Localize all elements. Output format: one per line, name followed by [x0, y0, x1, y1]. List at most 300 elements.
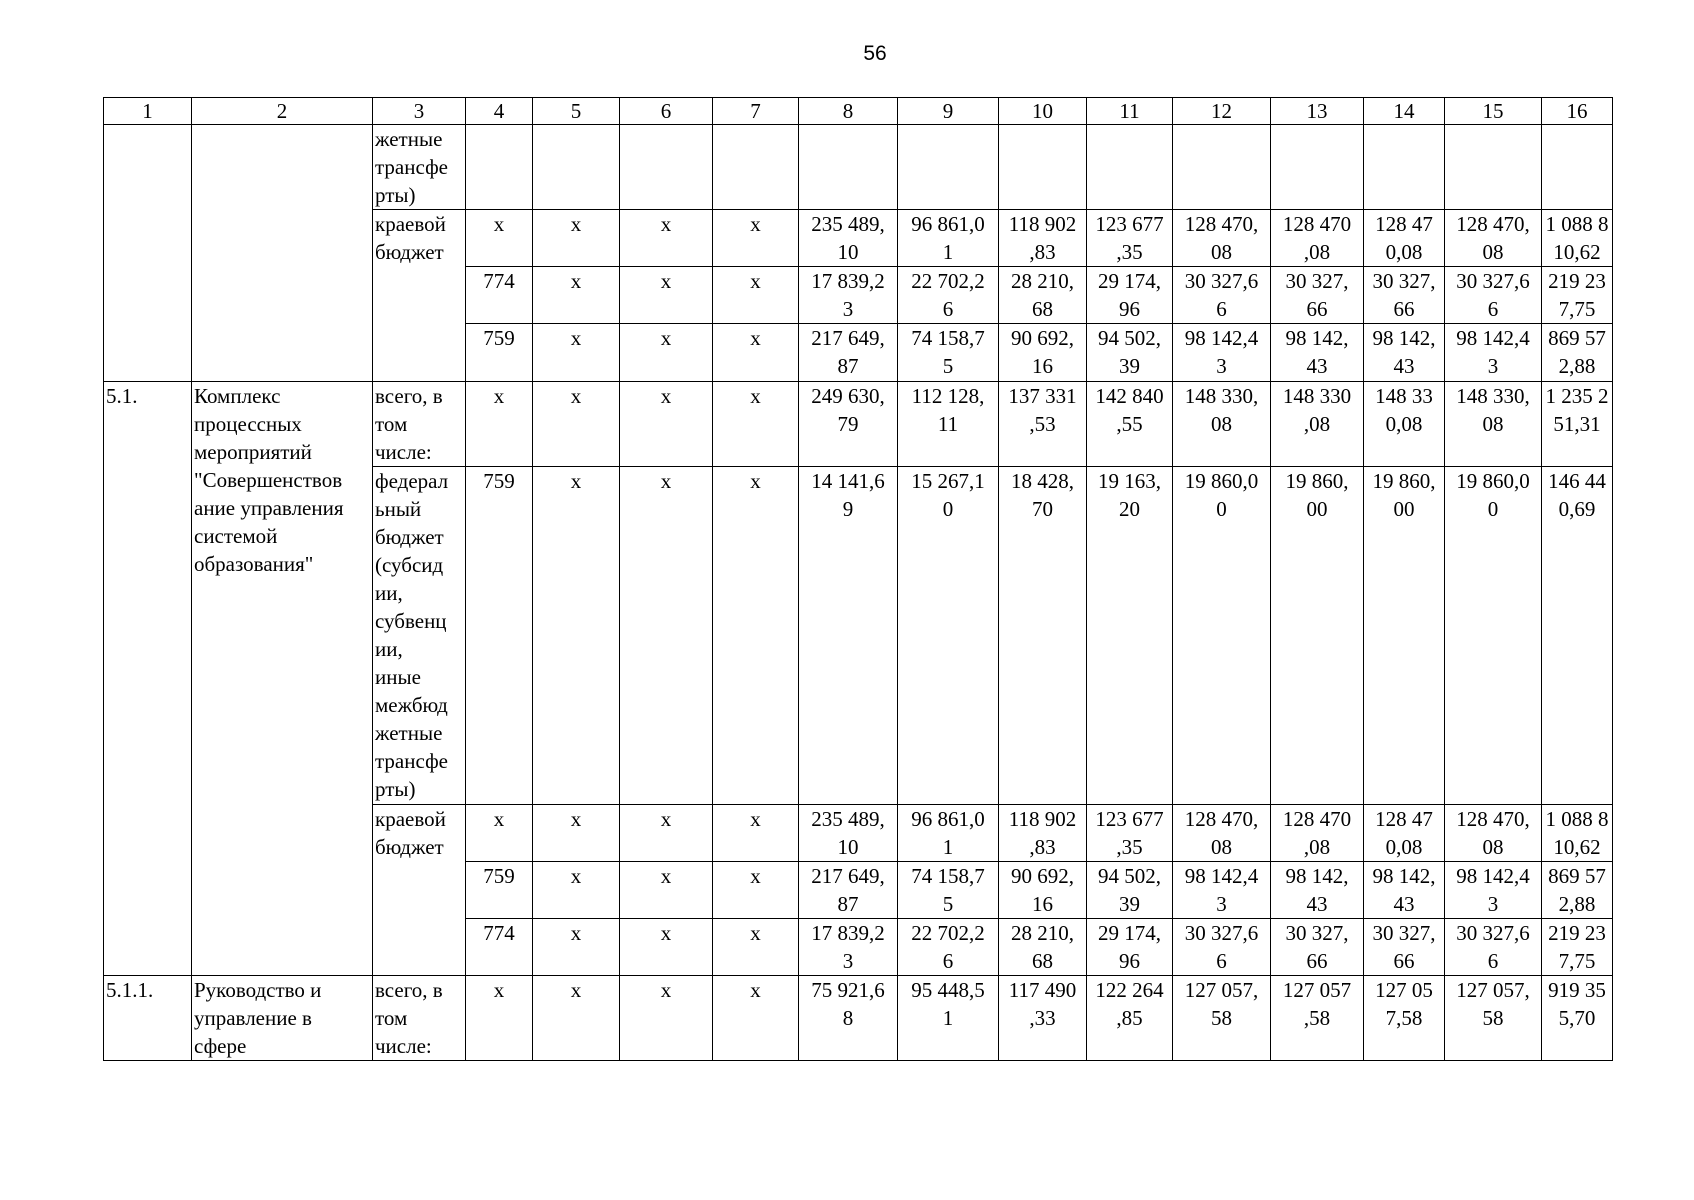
cell-text-line: 98 142,4	[1456, 864, 1530, 888]
table-cell: 5.1.	[104, 382, 192, 976]
table-cell	[1364, 976, 1445, 1061]
table-cell	[1542, 805, 1613, 862]
cell-text-line: 919 35	[1548, 978, 1606, 1002]
table-cell	[898, 210, 999, 267]
cell-text-line: числе:	[375, 440, 432, 464]
table-cell	[799, 382, 898, 467]
table-cell	[1542, 267, 1613, 324]
cell-text-line: 2,88	[1558, 354, 1596, 378]
table-cell: х	[533, 324, 620, 382]
cell-text-line: 98 142,4	[1184, 864, 1259, 888]
cell-text-line: 1 235 2	[1545, 384, 1609, 408]
cell-text-line: 117 490	[1008, 978, 1077, 1002]
cell-text-line: 28 210,	[1011, 921, 1074, 945]
cell-text-line: 30 327,	[1285, 269, 1349, 293]
cell-text-line: жетные	[375, 721, 443, 745]
cell-text-line: ,55	[1116, 412, 1143, 436]
cell-text-line: 128 47	[1375, 807, 1433, 831]
table-cell	[1271, 210, 1364, 267]
table-cell: х	[713, 919, 799, 976]
table-cell	[999, 267, 1087, 324]
cell-text-line: 96	[1119, 297, 1140, 321]
cell-text-line: бюджет	[375, 835, 444, 859]
table-cell	[1271, 125, 1364, 210]
table-cell: х	[466, 805, 533, 862]
cell-text-line: том	[375, 1006, 408, 1030]
table-cell	[1173, 862, 1271, 919]
table-cell: х	[466, 976, 533, 1061]
cell-text-line: 6	[942, 297, 954, 321]
cell-text-line: 10,62	[1553, 835, 1601, 859]
cell-text-line: ,08	[1303, 835, 1331, 859]
cell-text-line: ии,	[375, 581, 403, 605]
table-cell	[799, 862, 898, 919]
cell-text-line: 08	[1211, 412, 1232, 436]
cell-text-line: бюджет	[375, 240, 444, 264]
table-cell	[373, 805, 466, 976]
cell-text-line: ,35	[1116, 240, 1143, 264]
cell-text-line: 142 840	[1095, 384, 1164, 408]
cell-text-line: 30 327,	[1285, 921, 1349, 945]
cell-text-line: 3	[1216, 354, 1227, 378]
cell-text-line: 235 489,	[811, 807, 885, 831]
table-cell	[1271, 267, 1364, 324]
table-cell: х	[620, 382, 713, 467]
column-header: 9	[898, 98, 999, 125]
table-cell: 774	[466, 267, 533, 324]
cell-text-line: 66	[1393, 949, 1415, 973]
table-cell: х	[713, 976, 799, 1061]
cell-text-line: 217 649,	[811, 864, 885, 888]
column-header: 14	[1364, 98, 1445, 125]
cell-text-line: том	[375, 412, 408, 436]
table-cell: 759	[466, 324, 533, 382]
table-cell	[192, 976, 373, 1061]
table-cell	[1364, 125, 1445, 210]
cell-text-line: 0	[1487, 497, 1499, 521]
cell-text-line: ,33	[1029, 1006, 1056, 1030]
column-header: 3	[373, 98, 466, 125]
cell-text-line: 29 174,	[1098, 921, 1161, 945]
cell-text-line: 6	[1216, 949, 1227, 973]
column-header: 8	[799, 98, 898, 125]
cell-text-line: 30 327,	[1372, 921, 1436, 945]
cell-text-line: 98 142,4	[1184, 326, 1259, 350]
cell-text-line: 22 702,2	[911, 921, 985, 945]
table-cell	[1542, 976, 1613, 1061]
table-cell	[1173, 805, 1271, 862]
cell-text-line: 10	[837, 835, 859, 859]
cell-text-line: всего, в	[375, 978, 443, 1002]
cell-text-line: 128 470,	[1184, 212, 1259, 236]
cell-text-line: 123 677	[1095, 212, 1164, 236]
cell-text-line: ,58	[1303, 1006, 1331, 1030]
table-row	[104, 976, 1613, 1061]
cell-text-line: жетные	[375, 127, 443, 151]
table-cell	[466, 125, 533, 210]
table-cell	[898, 267, 999, 324]
cell-text-line: 66	[1306, 949, 1328, 973]
table-cell	[1173, 467, 1271, 805]
table-cell	[1271, 324, 1364, 382]
column-header: 15	[1445, 98, 1542, 125]
table-cell	[898, 467, 999, 805]
table-cell	[373, 976, 466, 1061]
cell-text-line: 6	[942, 949, 954, 973]
cell-text-line: "Совершенствов	[194, 468, 343, 492]
cell-text-line: 96	[1119, 949, 1140, 973]
cell-text-line: мероприятий	[194, 440, 312, 464]
table-cell	[1087, 125, 1173, 210]
table-cell	[799, 267, 898, 324]
cell-text-line: 123 677	[1095, 807, 1164, 831]
cell-text-line: 128 470	[1282, 807, 1352, 831]
cell-text-line: 2,88	[1558, 892, 1596, 916]
table-cell	[1087, 210, 1173, 267]
cell-text-line: 20	[1119, 497, 1140, 521]
cell-text-line: 235 489,	[811, 212, 885, 236]
cell-text-line: 6	[1487, 949, 1499, 973]
cell-text-line: 58	[1482, 1006, 1504, 1030]
cell-text-line: 39	[1119, 354, 1140, 378]
cell-text-line: 98 142,4	[1456, 326, 1530, 350]
cell-text-line: трансфе	[375, 749, 448, 773]
table-cell	[1087, 382, 1173, 467]
table-cell	[898, 125, 999, 210]
table-cell	[898, 324, 999, 382]
table-cell	[1445, 467, 1542, 805]
cell-text-line: 249 630,	[811, 384, 885, 408]
table-cell	[1087, 267, 1173, 324]
cell-text-line: 3	[842, 949, 854, 973]
table-cell	[1271, 805, 1364, 862]
cell-text-line: ,53	[1029, 412, 1056, 436]
table-cell	[1364, 919, 1445, 976]
cell-text-line: 1 088 8	[1545, 807, 1609, 831]
table-cell: х	[620, 210, 713, 267]
cell-text-line: 122 264	[1095, 978, 1164, 1002]
table-cell	[799, 919, 898, 976]
cell-text-line: 127 05	[1375, 978, 1433, 1002]
cell-text-line: 14 141,6	[811, 469, 885, 493]
cell-text-line: краевой	[375, 807, 446, 831]
cell-text-line: 146 44	[1548, 469, 1606, 493]
cell-text-line: 43	[1306, 892, 1328, 916]
cell-text-line: 127 057	[1282, 978, 1352, 1002]
table-row	[104, 125, 1613, 210]
header-row	[104, 98, 1613, 125]
cell-text-line: 16	[1032, 354, 1053, 378]
table-cell: х	[713, 324, 799, 382]
cell-text-line: 7,75	[1558, 297, 1596, 321]
table-cell	[1445, 267, 1542, 324]
cell-text-line: 128 470,	[1456, 212, 1530, 236]
cell-text-line: 148 330,	[1184, 384, 1259, 408]
cell-text-line: 29 174,	[1098, 269, 1161, 293]
cell-text-line: 66	[1306, 297, 1328, 321]
table-cell: х	[713, 210, 799, 267]
table-cell	[373, 210, 466, 382]
cell-text-line: 74 158,7	[911, 326, 985, 350]
cell-text-line: 08	[1211, 835, 1232, 859]
cell-text-line: 128 47	[1375, 212, 1433, 236]
cell-text-line: 30 327,	[1372, 269, 1436, 293]
table-cell	[999, 382, 1087, 467]
budget-table	[103, 97, 1613, 1061]
table-cell	[1364, 324, 1445, 382]
cell-text-line: 5	[942, 354, 954, 378]
table-cell	[1173, 267, 1271, 324]
table-cell	[1087, 805, 1173, 862]
table-cell	[799, 210, 898, 267]
column-header: 11	[1087, 98, 1173, 125]
table-cell: х	[620, 267, 713, 324]
table-cell	[1173, 382, 1271, 467]
table-cell: 774	[466, 919, 533, 976]
table-cell	[1542, 919, 1613, 976]
cell-text-line: 66	[1393, 297, 1415, 321]
table-cell	[999, 125, 1087, 210]
cell-text-line: ,85	[1116, 1006, 1143, 1030]
table-cell: х	[533, 382, 620, 467]
cell-text-line: 79	[837, 412, 859, 436]
table-cell	[1364, 467, 1445, 805]
cell-text-line: 00	[1393, 497, 1415, 521]
cell-text-line: 43	[1306, 354, 1328, 378]
table-cell	[1173, 919, 1271, 976]
cell-text-line: процессных	[194, 412, 302, 436]
table-cell: 759	[466, 862, 533, 919]
table-cell	[1364, 382, 1445, 467]
table-cell	[999, 210, 1087, 267]
cell-text-line: 6	[1216, 297, 1227, 321]
cell-text-line: ,08	[1303, 240, 1331, 264]
table-cell	[898, 976, 999, 1061]
column-header: 16	[1542, 98, 1613, 125]
cell-text-line: 6	[1487, 297, 1499, 321]
cell-text-line: 68	[1032, 949, 1053, 973]
cell-text-line: 08	[1482, 240, 1504, 264]
cell-text-line: 148 330,	[1456, 384, 1530, 408]
cell-text-line: 3	[1487, 892, 1499, 916]
table-cell	[1445, 324, 1542, 382]
cell-text-line: ,08	[1303, 412, 1331, 436]
table-cell: х	[620, 805, 713, 862]
table-cell	[1542, 324, 1613, 382]
table-cell	[999, 467, 1087, 805]
cell-text-line: 219 23	[1548, 921, 1606, 945]
table-cell	[1364, 267, 1445, 324]
table-cell: х	[713, 862, 799, 919]
column-header: 5	[533, 98, 620, 125]
cell-text-line: 30 327,6	[1456, 269, 1530, 293]
table-cell	[1173, 976, 1271, 1061]
cell-text-line: рты)	[375, 777, 416, 801]
cell-text-line: 87	[837, 354, 859, 378]
table-cell	[1087, 976, 1173, 1061]
cell-text-line: 137 331	[1008, 384, 1077, 408]
table-cell	[999, 919, 1087, 976]
cell-text-line: 1	[942, 240, 954, 264]
table-cell	[799, 976, 898, 1061]
cell-text-line: 0,08	[1385, 412, 1423, 436]
table-cell	[999, 324, 1087, 382]
table-cell: х	[533, 862, 620, 919]
cell-text-line: 15 267,1	[911, 469, 985, 493]
table-cell	[999, 862, 1087, 919]
table-cell	[1271, 382, 1364, 467]
table-cell	[1445, 382, 1542, 467]
table-cell: 759	[466, 467, 533, 805]
cell-text-line: 74 158,7	[911, 864, 985, 888]
cell-text-line: 08	[1211, 240, 1232, 264]
table-cell	[1542, 467, 1613, 805]
table-cell	[898, 862, 999, 919]
cell-text-line: 0,69	[1558, 497, 1596, 521]
cell-text-line: сфере	[194, 1034, 247, 1058]
cell-text-line: 98 142,	[1372, 864, 1436, 888]
table-cell: х	[620, 467, 713, 805]
cell-text-line: иные	[375, 665, 421, 689]
cell-text-line: 75 921,6	[811, 978, 885, 1002]
cell-text-line: трансфе	[375, 155, 448, 179]
cell-text-line: 28 210,	[1011, 269, 1074, 293]
cell-text-line: краевой	[375, 212, 446, 236]
cell-text-line: 17 839,2	[811, 921, 885, 945]
table-cell	[1364, 210, 1445, 267]
cell-text-line: 7,75	[1558, 949, 1596, 973]
table-cell: х	[620, 976, 713, 1061]
table-cell	[1173, 324, 1271, 382]
cell-text-line: Руководство и	[194, 978, 322, 1002]
cell-text-line: 0,08	[1385, 240, 1423, 264]
cell-text-line: 5	[942, 892, 954, 916]
cell-text-line: 1	[942, 835, 954, 859]
cell-text-line: 90 692,	[1011, 326, 1074, 350]
table-cell	[1445, 210, 1542, 267]
table-cell: х	[713, 467, 799, 805]
cell-text-line: 18 428,	[1011, 469, 1074, 493]
cell-text-line: 43	[1393, 892, 1415, 916]
cell-text-line: 127 057,	[1456, 978, 1530, 1002]
cell-text-line: 22 702,2	[911, 269, 985, 293]
cell-text-line: 58	[1211, 1006, 1232, 1030]
cell-text-line: 70	[1032, 497, 1053, 521]
cell-text-line: 148 330	[1282, 384, 1352, 408]
table-cell	[799, 467, 898, 805]
cell-text-line: 17 839,2	[811, 269, 885, 293]
cell-text-line: числе:	[375, 1034, 432, 1058]
cell-text-line: 217 649,	[811, 326, 885, 350]
table-cell	[799, 324, 898, 382]
table-cell	[1542, 382, 1613, 467]
table-cell	[1087, 324, 1173, 382]
table-cell: х	[713, 805, 799, 862]
table-cell: х	[533, 805, 620, 862]
cell-text-line: федерал	[375, 469, 449, 493]
cell-text-line: 118 902	[1008, 807, 1077, 831]
table-cell	[898, 382, 999, 467]
table-cell	[1087, 919, 1173, 976]
cell-text-line: (субсид	[375, 553, 444, 577]
cell-text-line: 1	[942, 1006, 954, 1030]
cell-text-line: системой	[194, 524, 278, 548]
table-cell: 5.1.1.	[104, 976, 192, 1061]
cell-text-line: 43	[1393, 354, 1415, 378]
cell-text-line: субвенц	[375, 609, 447, 633]
cell-text-line: всего, в	[375, 384, 443, 408]
table-cell	[999, 805, 1087, 862]
cell-text-line: ,83	[1029, 240, 1056, 264]
cell-text-line: 98 142,	[1372, 326, 1436, 350]
cell-text-line: 112 128,	[911, 384, 985, 408]
cell-text-line: 96 861,0	[911, 212, 985, 236]
cell-text-line: образования"	[194, 552, 314, 576]
cell-text-line: 16	[1032, 892, 1053, 916]
column-header: 12	[1173, 98, 1271, 125]
table-cell	[898, 919, 999, 976]
cell-text-line: 9	[842, 497, 854, 521]
cell-text-line: 148 33	[1375, 384, 1433, 408]
cell-text-line: 128 470	[1282, 212, 1352, 236]
cell-text-line: 5,70	[1558, 1006, 1596, 1030]
cell-text-line: 51,31	[1553, 412, 1601, 436]
table-cell	[799, 805, 898, 862]
cell-text-line: 08	[1482, 412, 1504, 436]
cell-text-line: рты)	[375, 183, 416, 207]
cell-text-line: 11	[937, 412, 959, 436]
table-cell: х	[533, 210, 620, 267]
cell-text-line: 19 860,0	[1456, 469, 1530, 493]
cell-text-line: 1 088 8	[1545, 212, 1609, 236]
cell-text-line: 0	[1216, 497, 1227, 521]
cell-text-line: 96 861,0	[911, 807, 985, 831]
cell-text-line: 0,08	[1385, 835, 1423, 859]
table-cell	[1445, 862, 1542, 919]
cell-text-line: 19 860,	[1372, 469, 1436, 493]
table-cell: х	[466, 210, 533, 267]
table-cell	[1087, 467, 1173, 805]
cell-text-line: 30 327,6	[1456, 921, 1530, 945]
table-cell	[1173, 210, 1271, 267]
column-header: 10	[999, 98, 1087, 125]
cell-text-line: Комплекс	[194, 384, 281, 408]
table-cell	[1445, 976, 1542, 1061]
page-number: 56	[863, 42, 887, 65]
cell-text-line: 869 57	[1548, 864, 1606, 888]
cell-text-line: 98 142,	[1285, 326, 1349, 350]
cell-text-line: ии,	[375, 637, 403, 661]
table-cell	[799, 125, 898, 210]
table-cell	[999, 976, 1087, 1061]
table-cell: х	[713, 382, 799, 467]
cell-text-line: 19 163,	[1098, 469, 1161, 493]
cell-text-line: 127 057,	[1184, 978, 1259, 1002]
cell-text-line: 87	[837, 892, 859, 916]
cell-text-line: межбюд	[375, 693, 448, 717]
table-cell	[620, 125, 713, 210]
cell-text-line: бюджет	[375, 525, 444, 549]
cell-text-line: 00	[1306, 497, 1328, 521]
cell-text-line: 68	[1032, 297, 1053, 321]
cell-text-line: 08	[1482, 835, 1504, 859]
cell-text-line: ание управления	[194, 496, 344, 520]
table-cell	[1271, 862, 1364, 919]
table-cell: х	[713, 267, 799, 324]
table-cell	[1445, 805, 1542, 862]
table-cell	[1542, 862, 1613, 919]
table-cell: х	[533, 267, 620, 324]
